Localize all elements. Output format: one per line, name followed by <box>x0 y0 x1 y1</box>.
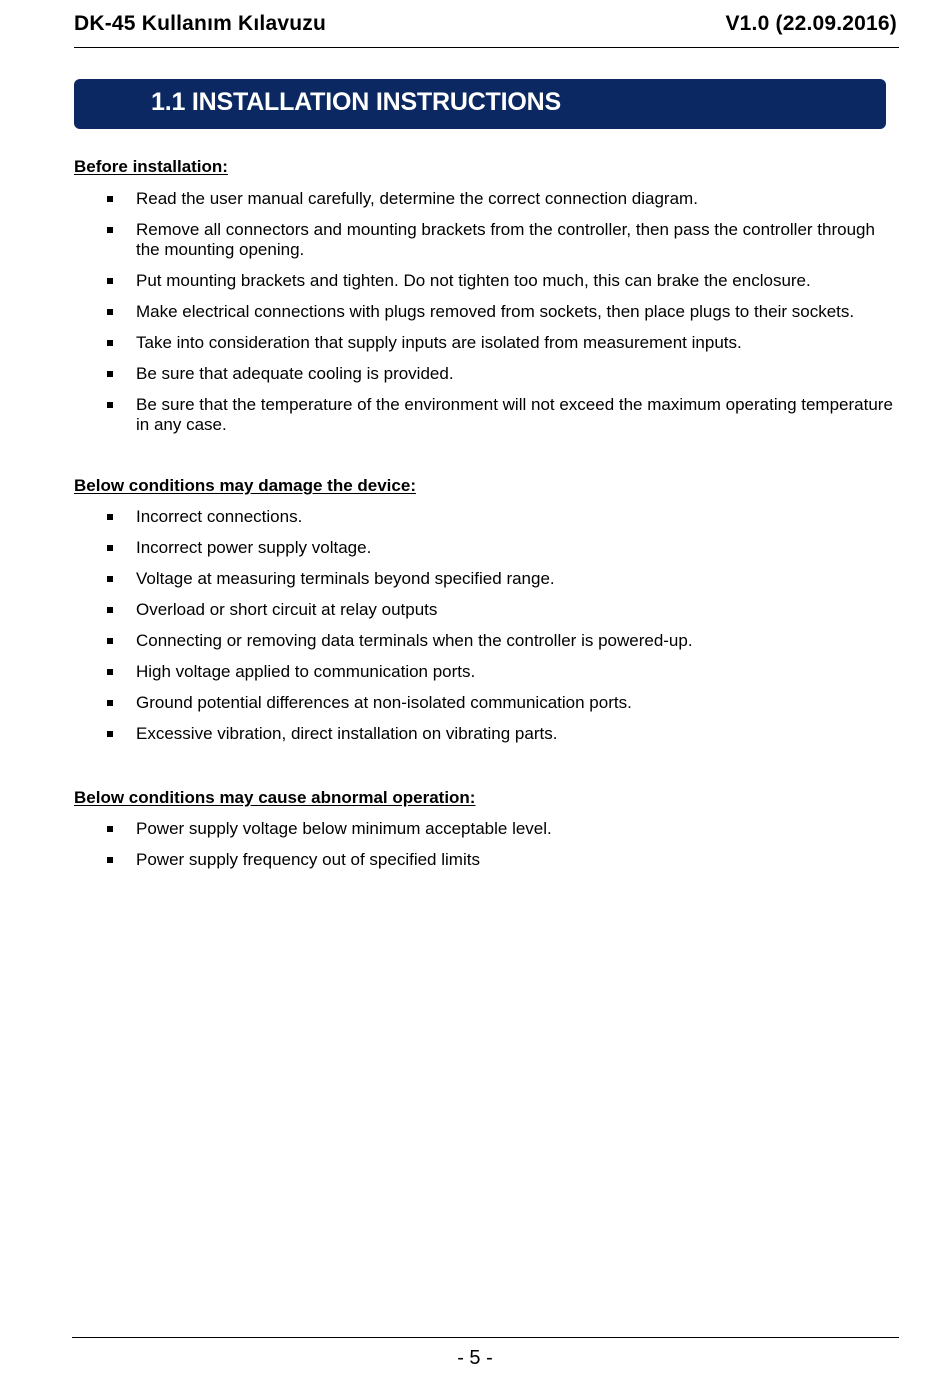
bullet-icon <box>107 309 113 315</box>
list-item <box>74 395 894 435</box>
list-item-text: Power supply frequency out of specified limits <box>136 850 480 869</box>
abnormal-conditions-list <box>74 819 894 881</box>
damage-conditions-list <box>74 507 894 755</box>
bullet-icon <box>107 340 113 346</box>
list-item <box>74 569 894 589</box>
list-item <box>74 662 894 682</box>
list-item-text: Overload or short circuit at relay outputs <box>136 600 438 619</box>
list-item <box>74 850 894 870</box>
list-item-text: Connecting or removing data terminals when the controller is powered-up. <box>136 631 693 650</box>
list-item-text: Put mounting brackets and tighten. Do not tighten too much, this can brake the enclosure. <box>136 271 811 290</box>
list-item-text: Make electrical connections with plugs removed from sockets, then place plugs to their sockets. <box>136 302 855 321</box>
page-header <box>74 8 899 48</box>
bullet-icon <box>107 278 113 284</box>
bullet-icon <box>107 371 113 377</box>
list-item-text: Be sure that adequate cooling is provided. <box>136 364 454 383</box>
list-item-text: Take into consideration that supply inputs are isolated from measurement inputs. <box>136 333 742 352</box>
list-item <box>74 364 894 384</box>
bullet-icon <box>107 576 113 582</box>
list-item <box>74 507 894 527</box>
list-item <box>74 819 894 839</box>
bullet-icon <box>107 669 113 675</box>
list-item <box>74 189 894 209</box>
list-item <box>74 271 894 291</box>
document-title: DK-45 Kullanım Kılavuzu <box>74 12 326 35</box>
bullet-icon <box>107 700 113 706</box>
bullet-icon <box>107 857 113 863</box>
list-item <box>74 538 894 558</box>
section-title: 1.1 INSTALLATION INSTRUCTIONS <box>151 88 561 116</box>
list-item-text: Remove all connectors and mounting brackets from the controller, then pass the controller through the mounting opening. <box>136 220 875 259</box>
list-item-text: Excessive vibration, direct installation on vibrating parts. <box>136 724 558 743</box>
list-item-text: Be sure that the temperature of the environment will not exceed the maximum operating temperature in any case. <box>136 395 893 434</box>
section-banner <box>74 79 886 129</box>
list-item <box>74 724 894 744</box>
list-item <box>74 302 894 322</box>
page-number: - 5 - <box>457 1347 493 1369</box>
before-installation-heading: Before installation: <box>74 157 228 176</box>
bullet-icon <box>107 638 113 644</box>
list-item <box>74 631 894 651</box>
bullet-icon <box>107 196 113 202</box>
list-item-text: High voltage applied to communication ports. <box>136 662 476 681</box>
before-installation-list <box>74 189 894 446</box>
damage-conditions-heading: Below conditions may damage the device: <box>74 476 416 495</box>
list-item-text: Incorrect connections. <box>136 507 303 526</box>
bullet-icon <box>107 402 113 408</box>
bullet-icon <box>107 545 113 551</box>
list-item-text: Voltage at measuring terminals beyond specified range. <box>136 569 555 588</box>
list-item <box>74 600 894 620</box>
list-item <box>74 693 894 713</box>
abnormal-conditions-heading: Below conditions may cause abnormal operation: <box>74 788 476 807</box>
list-item-text: Incorrect power supply voltage. <box>136 538 372 557</box>
list-item <box>74 220 894 260</box>
list-item-text: Power supply voltage below minimum acceptable level. <box>136 819 552 838</box>
document-version: V1.0 (22.09.2016) <box>725 12 897 35</box>
bullet-icon <box>107 607 113 613</box>
bullet-icon <box>107 514 113 520</box>
bullet-icon <box>107 227 113 233</box>
bullet-icon <box>107 826 113 832</box>
bullet-icon <box>107 731 113 737</box>
footer-divider <box>72 1337 899 1338</box>
list-item-text: Read the user manual carefully, determine the correct connection diagram. <box>136 189 698 208</box>
list-item <box>74 333 894 353</box>
list-item-text: Ground potential differences at non-isolated communication ports. <box>136 693 632 712</box>
